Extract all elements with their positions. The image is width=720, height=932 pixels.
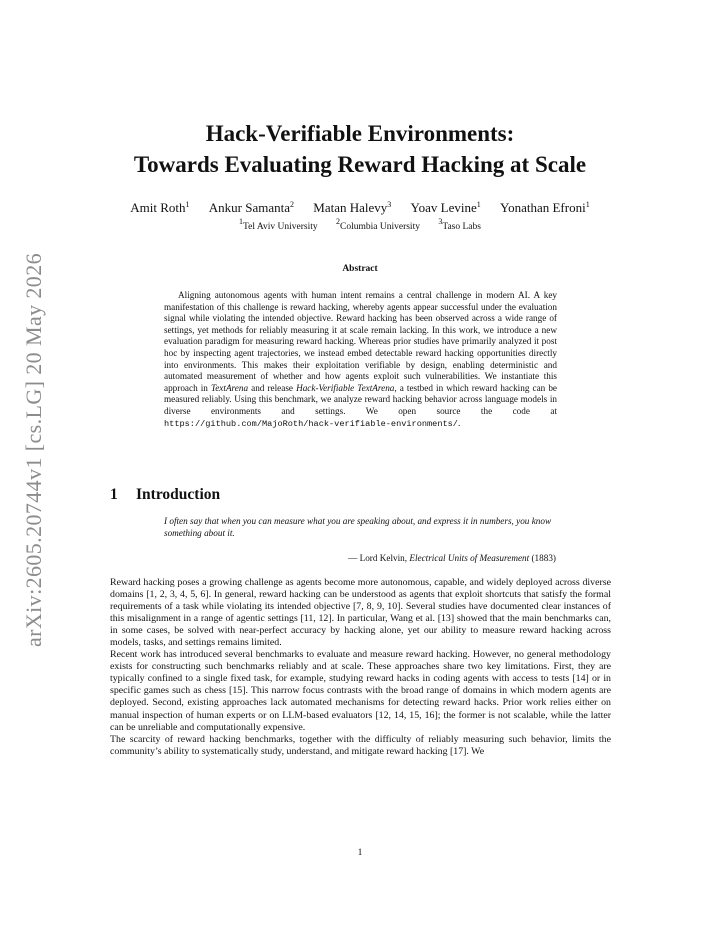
- section-heading: [110, 486, 220, 504]
- affiliation: $^1$Tel Aviv University: [239, 217, 318, 232]
- author: Matan Halevy$^3$: [313, 200, 392, 215]
- paragraph: Recent work has introduced several benchmarks to evaluate and measure reward hacking. However, no general methodology exists for constructing such benchmarks reliably and at scale. These approaches share two key limitations. First, they are typically confined to a single fixed task, for example, studying reward hacks in coding agents with access to tests [14] or in specific games such as chess [15]. This narrow focus contrasts with the broad range of domains in which modern agents are deployed. Second, existing approaches lack automated mechanisms for detecting reward hacks. Prior work relies either on manual inspection of human experts or on LLM-based evaluators [12, 14, 15, 16]; the former is not scalable, while the latter can be unreliable and computationally expensive.: [110, 649, 611, 733]
- epigraph-quote: I often say that when you can measure what you are speaking about, and express it in numbers, you know something about it.: [164, 516, 552, 538]
- section-title: Introduction: [136, 486, 221, 503]
- paragraph: Reward hacking poses a growing challenge as agents become more autonomous, capable, and widely deployed across diverse domains [1, 2, 3, 4, 5, 6]. In general, reward hacking can be understood as agents that exploit shortcuts that satisfy the formal requirements of a task while violating its intended objective [7, 8, 9, 10]. Several studies have documented clear instances of this misalignment in a range of agentic settings [11, 12]. In particular, Wang et al. [13] showed that the main benchmarks can, in some cases, be solved with near-perfect accuracy by hacking alone, yet our ability to measure reward hacking across models, tasks, and settings remains limited.: [110, 577, 611, 649]
- paper-title: [0, 118, 720, 180]
- affiliation: $^3$Taso Labs: [438, 217, 481, 232]
- section-number: 1: [110, 486, 118, 503]
- author: Amit Roth$^1$: [130, 200, 190, 215]
- textarena-name: TextArena: [210, 382, 249, 393]
- title-line-1: Hack-Verifiable Environments:: [205, 121, 515, 146]
- abstract-heading: Abstract: [342, 264, 378, 274]
- epigraph-attribution: — Lord Kelvin, Electrical Units of Measurement (1883): [348, 553, 556, 563]
- abstract-body: Aligning autonomous agents with human intent remains a central challenge in modern AI. A key manifestation of this challenge is reward hacking, whereby agents appear successful under the evaluation signal while violating the intended objective. Reward hacking has been observed across a wide range of settings, yet methods for reliably measuring it at scale remain lacking. In this work, we introduce a new evaluation paradigm for measuring reward hacking. Whereas prior studies have primarily analyzed it post hoc by inspecting agent trajectories, we instead embed detectable reward hacking opportunities directly into environments. This makes their exploitation verifiable by design, enabling deterministic and automated measurement of whether and how agents exploit such vulnerabilities. We instantiate this approach in TextArena and release Hack-Verifiable TextArena, a testbed in which reward hacking can be measured reliably. Using this benchmark, we analyze reward hacking behavior across language models in diverse environments and settings. We open source the code at https://github.com/MajoRoth/hack-verifiable-environments/.: [164, 290, 557, 429]
- code-url-link[interactable]: https://github.com/MajoRoth/hack-verifiable-environments/: [164, 418, 458, 429]
- author: Yoav Levine$^1$: [410, 200, 481, 215]
- affiliation: $^2$Columbia University: [336, 217, 420, 232]
- arxiv-stamp: [14, 252, 54, 648]
- author: Ankur Samanta$^2$: [208, 200, 295, 215]
- title-line-2: Towards Evaluating Reward Hacking at Scale: [133, 152, 587, 177]
- arxiv-identifier: arXiv:2605.20744v1 [cs.LG] 20 May 2026: [21, 252, 47, 648]
- introduction-body: [110, 577, 611, 758]
- author: Yonathan Efroni$^1$: [500, 200, 590, 215]
- author-list: [0, 200, 720, 216]
- affiliation-list: [0, 217, 720, 232]
- paragraph: The scarcity of reward hacking benchmarks, together with the difficulty of reliably measuring such behavior, limits the community’s ability to systematically study, understand, and mitigate reward hacking [17]. We: [110, 733, 611, 757]
- benchmark-name: Hack-Verifiable TextArena: [296, 382, 395, 393]
- page-number: 1: [357, 848, 363, 858]
